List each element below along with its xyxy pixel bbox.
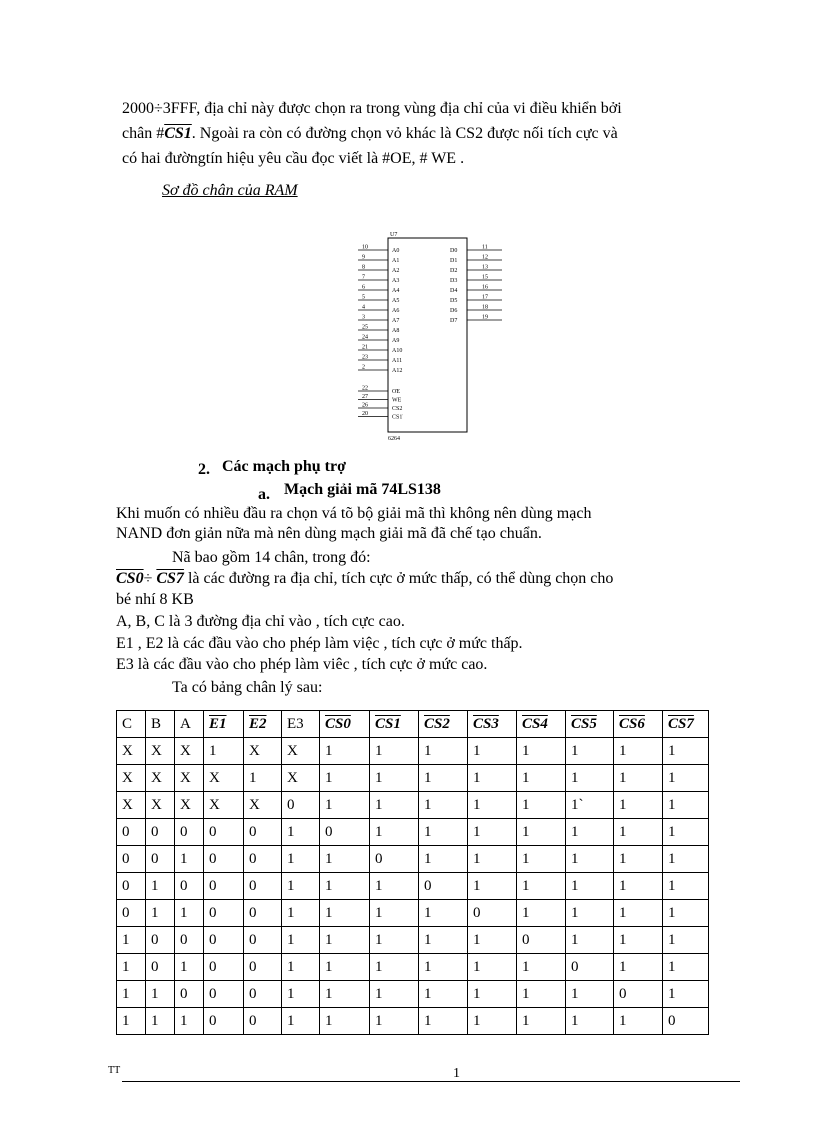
pin-label: D7 bbox=[450, 318, 458, 324]
table-cell: 1 bbox=[320, 1008, 370, 1035]
pin-number: 27 bbox=[362, 394, 368, 400]
header-cs4: CS4 bbox=[517, 711, 566, 738]
table-cell: 1 bbox=[320, 954, 370, 981]
header-cs7: CS7 bbox=[663, 711, 709, 738]
table-cell: 1 bbox=[468, 765, 517, 792]
section-2a-letter: a. bbox=[258, 486, 270, 503]
table-cell: 0 bbox=[175, 927, 204, 954]
header-cs1: CS1 bbox=[370, 711, 419, 738]
table-cell: 1 bbox=[320, 873, 370, 900]
table-row bbox=[117, 900, 709, 927]
table-cell: 1 bbox=[419, 927, 468, 954]
table-cell: 1 bbox=[517, 792, 566, 819]
table-cell: X bbox=[204, 792, 244, 819]
table-cell: 1 bbox=[517, 1008, 566, 1035]
pin-number: 17 bbox=[482, 294, 488, 301]
table-cell: 0 bbox=[117, 900, 146, 927]
table-cell: 1 bbox=[419, 954, 468, 981]
table-cell: 0 bbox=[370, 846, 419, 873]
table-cell: 1 bbox=[419, 1008, 468, 1035]
table-cell: 1 bbox=[282, 1008, 320, 1035]
section-2-title: Các mạch phụ trợ bbox=[222, 458, 346, 475]
pin-number: 16 bbox=[482, 284, 488, 291]
pin-number: 22 bbox=[362, 385, 368, 392]
table-cell: 1 bbox=[468, 873, 517, 900]
table-cell: 1 bbox=[614, 900, 663, 927]
table-cell: 1 bbox=[320, 792, 370, 819]
table-cell: 1 bbox=[517, 819, 566, 846]
table-cell: 1 bbox=[320, 765, 370, 792]
table-cell: 0 bbox=[244, 1008, 282, 1035]
table-cell: 0 bbox=[244, 873, 282, 900]
pin-label: A9 bbox=[392, 338, 400, 344]
table-cell: 1 bbox=[419, 765, 468, 792]
pin-label: A3 bbox=[392, 278, 400, 284]
table-cell: 0 bbox=[117, 819, 146, 846]
table-cell: 0 bbox=[320, 819, 370, 846]
pin-number: 25 bbox=[362, 324, 368, 331]
pin bbox=[358, 265, 399, 275]
pin-number: 19 bbox=[482, 314, 488, 321]
header-a: A bbox=[175, 711, 204, 738]
pin-number: 9 bbox=[362, 254, 365, 261]
body-p7: Ta có bảng chân lý sau: bbox=[172, 679, 323, 696]
table-cell: 1 bbox=[282, 954, 320, 981]
table-cell: 1 bbox=[370, 765, 419, 792]
pin bbox=[358, 305, 399, 315]
body-p2: Nã bao gồm 14 chân, trong đó: bbox=[172, 549, 371, 566]
cs1-signal: CS1 bbox=[164, 125, 192, 142]
table-cell: X bbox=[117, 792, 146, 819]
pin-number: 24 bbox=[362, 334, 368, 341]
table-cell: 1 bbox=[320, 900, 370, 927]
table-cell: 0 bbox=[614, 981, 663, 1008]
table-cell: 1 bbox=[614, 738, 663, 765]
table-cell: 1 bbox=[663, 900, 709, 927]
table-cell: 0 bbox=[204, 981, 244, 1008]
table-cell: 1 bbox=[117, 954, 146, 981]
table-cell: 1 bbox=[663, 792, 709, 819]
table-cell: 1 bbox=[566, 765, 614, 792]
table-row bbox=[117, 792, 709, 819]
table-cell: X bbox=[175, 792, 204, 819]
table-cell: 1 bbox=[282, 819, 320, 846]
pin bbox=[358, 355, 402, 365]
body-p1b: NAND đơn giản nữa mà nên dùng mạch giải mã đã chế tạo chuẩn. bbox=[116, 525, 542, 542]
header-e3: E3 bbox=[282, 711, 320, 738]
table-cell: 0 bbox=[146, 954, 175, 981]
table-cell: 0 bbox=[244, 846, 282, 873]
table-cell: 1 bbox=[419, 792, 468, 819]
section-2-number: 2. bbox=[198, 461, 210, 478]
table-cell: X bbox=[117, 765, 146, 792]
table-cell: 0 bbox=[244, 981, 282, 1008]
pin-label: D1 bbox=[450, 258, 458, 264]
table-cell: 1 bbox=[614, 765, 663, 792]
table-cell: 1 bbox=[175, 954, 204, 981]
pin-number: 18 bbox=[482, 304, 488, 311]
pin-number: 4 bbox=[362, 304, 365, 311]
table-cell: 1 bbox=[117, 927, 146, 954]
header-e1: E1 bbox=[204, 711, 244, 738]
table-cell: 1 bbox=[663, 927, 709, 954]
table-cell: 1 bbox=[146, 900, 175, 927]
pin-label: A0 bbox=[392, 248, 400, 254]
body-p6: E3 là các đầu vào cho phép làm viêc , tích cực ở mức cao. bbox=[116, 656, 488, 673]
footer-rule bbox=[122, 1081, 740, 1082]
table-cell: 0 bbox=[244, 900, 282, 927]
table-cell: 0 bbox=[517, 927, 566, 954]
truth-table-header bbox=[117, 711, 709, 738]
body-p3-rest: là các đường ra địa chỉ, tích cực ở mức thấp, có thể dùng chọn cho bbox=[183, 570, 614, 587]
table-cell: 1 bbox=[517, 846, 566, 873]
pin-label: A8 bbox=[392, 328, 400, 334]
header-cs5: CS5 bbox=[566, 711, 614, 738]
table-cell: 1 bbox=[370, 954, 419, 981]
pin bbox=[450, 315, 502, 325]
table-cell: 1 bbox=[614, 927, 663, 954]
table-cell: 0 bbox=[468, 900, 517, 927]
pin-number: 7 bbox=[362, 274, 365, 281]
table-cell: 1 bbox=[282, 846, 320, 873]
pin-number: 5 bbox=[362, 294, 365, 301]
intro-line2-prefix: chân # bbox=[122, 125, 165, 142]
table-row bbox=[117, 1008, 709, 1035]
pin-label: D5 bbox=[450, 298, 458, 304]
pin-number: 21 bbox=[362, 344, 368, 351]
pin-label: A2 bbox=[392, 268, 400, 274]
table-row bbox=[117, 765, 709, 792]
header-cs6: CS6 bbox=[614, 711, 663, 738]
table-cell: 0 bbox=[175, 981, 204, 1008]
pin bbox=[358, 365, 402, 375]
pin bbox=[450, 295, 502, 305]
table-cell: 1 bbox=[614, 792, 663, 819]
table-cell: 1 bbox=[370, 873, 419, 900]
pin bbox=[358, 315, 399, 325]
table-cell: 1 bbox=[282, 981, 320, 1008]
table-row bbox=[117, 927, 709, 954]
header-e2: E2 bbox=[244, 711, 282, 738]
table-cell: 1 bbox=[663, 819, 709, 846]
body-p3-div: ÷ bbox=[143, 570, 157, 587]
table-cell: 1 bbox=[517, 954, 566, 981]
table-cell: 1 bbox=[244, 765, 282, 792]
pin-number: 2 bbox=[362, 364, 365, 371]
table-cell: 1 bbox=[419, 981, 468, 1008]
table-cell: 0 bbox=[146, 846, 175, 873]
pin bbox=[450, 275, 502, 285]
table-cell: 0 bbox=[419, 873, 468, 900]
pin-label: A1 bbox=[392, 258, 400, 264]
table-cell: 0 bbox=[244, 954, 282, 981]
cs0-signal: CS0 bbox=[116, 570, 144, 587]
page-number: 1 bbox=[453, 1066, 460, 1081]
body-p5: E1 , E2 là các đầu vào cho phép làm việc , tích cực ở mức thấp. bbox=[116, 635, 523, 652]
pin-number: 10 bbox=[362, 244, 368, 251]
pin-label: D4 bbox=[450, 288, 458, 294]
table-cell: 0 bbox=[204, 1008, 244, 1035]
table-cell: 1 bbox=[370, 900, 419, 927]
table-cell: 1 bbox=[566, 981, 614, 1008]
pin-label: A5 bbox=[392, 298, 400, 304]
pin-number: 15 bbox=[482, 274, 488, 281]
pin-number: 26 bbox=[362, 402, 368, 409]
table-cell: 0 bbox=[244, 819, 282, 846]
body-p3b: bé nhí 8 KB bbox=[116, 591, 194, 608]
pin bbox=[450, 285, 502, 295]
header-b: B bbox=[146, 711, 175, 738]
table-cell: 0 bbox=[175, 819, 204, 846]
header-cs3: CS3 bbox=[468, 711, 517, 738]
table-cell: 1 bbox=[175, 900, 204, 927]
chip-name: U7 bbox=[390, 232, 398, 238]
pin bbox=[358, 411, 402, 421]
table-cell: 1 bbox=[204, 738, 244, 765]
table-cell: 1 bbox=[468, 819, 517, 846]
table-row bbox=[117, 873, 709, 900]
pin-number: 11 bbox=[482, 244, 488, 251]
table-cell: 1 bbox=[175, 846, 204, 873]
table-row bbox=[117, 846, 709, 873]
table-cell: 0 bbox=[146, 927, 175, 954]
table-cell: X bbox=[282, 738, 320, 765]
table-cell: X bbox=[175, 765, 204, 792]
table-cell: 1 bbox=[566, 1008, 614, 1035]
body-p4: A, B, C là 3 đường địa chỉ vào , tích cực cao. bbox=[116, 613, 405, 630]
table-cell: 1 bbox=[419, 846, 468, 873]
table-cell: 0 bbox=[175, 873, 204, 900]
table-cell: 1 bbox=[370, 981, 419, 1008]
intro-line-2 bbox=[122, 121, 702, 146]
pin bbox=[358, 335, 399, 345]
table-cell: 1 bbox=[282, 927, 320, 954]
table-cell: 1 bbox=[282, 873, 320, 900]
pin-label: A10 bbox=[392, 348, 403, 354]
body-p3 bbox=[116, 568, 613, 589]
table-cell: 1 bbox=[468, 792, 517, 819]
header-cs0: CS0 bbox=[320, 711, 370, 738]
table-cell: 1 bbox=[370, 927, 419, 954]
pin bbox=[358, 325, 399, 335]
table-cell: 1 bbox=[419, 900, 468, 927]
pin-label: A12 bbox=[392, 368, 403, 374]
pin bbox=[358, 255, 399, 265]
header-cs2: CS2 bbox=[419, 711, 468, 738]
pin bbox=[450, 305, 502, 315]
table-cell: 1 bbox=[614, 873, 663, 900]
table-cell: 1 bbox=[468, 981, 517, 1008]
pin-number: 8 bbox=[362, 264, 365, 271]
table-cell: 1 bbox=[320, 846, 370, 873]
pin bbox=[358, 295, 399, 305]
pin bbox=[358, 275, 399, 285]
table-cell: 1 bbox=[468, 846, 517, 873]
table-cell: 1 bbox=[320, 981, 370, 1008]
table-cell: 0 bbox=[244, 927, 282, 954]
pin bbox=[450, 255, 502, 265]
table-cell: X bbox=[146, 765, 175, 792]
table-cell: 0 bbox=[117, 873, 146, 900]
pin bbox=[450, 245, 502, 255]
table-cell: 1 bbox=[320, 738, 370, 765]
table-cell: 1 bbox=[663, 873, 709, 900]
table-cell: 0 bbox=[282, 792, 320, 819]
table-cell: 1 bbox=[370, 1008, 419, 1035]
table-cell: 1 bbox=[370, 819, 419, 846]
table-cell: 1 bbox=[517, 873, 566, 900]
table-cell: 1 bbox=[517, 981, 566, 1008]
table-cell: 1 bbox=[175, 1008, 204, 1035]
pin-number: 20 bbox=[362, 411, 368, 417]
table-cell: 1 bbox=[468, 954, 517, 981]
pin-label: A6 bbox=[392, 308, 400, 314]
table-cell: 1 bbox=[614, 954, 663, 981]
table-cell: X bbox=[282, 765, 320, 792]
pin-label: A4 bbox=[392, 288, 400, 294]
pin-number: 12 bbox=[482, 254, 488, 261]
pin-label: CS1 bbox=[392, 414, 403, 421]
intro-line-1: 2000÷3FFF, địa chỉ này được chọn ra trong vùng địa chỉ của vi điều khiển bởi bbox=[122, 100, 622, 117]
cs7-signal: CS7 bbox=[156, 570, 184, 587]
table-cell: 1 bbox=[614, 1008, 663, 1035]
table-cell: 0 bbox=[204, 900, 244, 927]
table-cell: 1 bbox=[419, 738, 468, 765]
pin-number: 3 bbox=[362, 314, 365, 321]
table-cell: 1 bbox=[566, 900, 614, 927]
pin-number: 13 bbox=[482, 264, 488, 271]
pin bbox=[358, 285, 399, 295]
pin-label: OE bbox=[392, 389, 400, 395]
intro-line2-suffix: . Ngoài ra còn có đường chọn vỏ khác là CS2 được nối tích cực và bbox=[191, 125, 618, 142]
table-cell: 1 bbox=[663, 738, 709, 765]
pin bbox=[450, 265, 502, 275]
table-cell: 1 bbox=[566, 873, 614, 900]
table-cell: X bbox=[204, 765, 244, 792]
pin-label: CS2 bbox=[392, 406, 403, 412]
table-cell: 1 bbox=[566, 819, 614, 846]
table-cell: 1 bbox=[468, 738, 517, 765]
table-row bbox=[117, 738, 709, 765]
table-row bbox=[117, 954, 709, 981]
table-cell: X bbox=[244, 792, 282, 819]
table-cell: 1 bbox=[468, 927, 517, 954]
pin-number: 23 bbox=[362, 354, 368, 361]
table-cell: X bbox=[117, 738, 146, 765]
pin bbox=[358, 345, 402, 355]
table-row bbox=[117, 981, 709, 1008]
table-row bbox=[117, 819, 709, 846]
table-cell: 1 bbox=[517, 900, 566, 927]
pin-label: A7 bbox=[392, 318, 400, 324]
table-cell: 1 bbox=[566, 927, 614, 954]
table-cell: 1 bbox=[663, 846, 709, 873]
table-cell: 1 bbox=[663, 765, 709, 792]
pin-number: 6 bbox=[362, 284, 365, 291]
table-cell: 1 bbox=[117, 981, 146, 1008]
table-cell: 1 bbox=[320, 927, 370, 954]
ram-pinout-caption: Sơ đồ chân của RAM bbox=[162, 182, 298, 199]
footer-initials: TT bbox=[108, 1065, 121, 1076]
table-cell: 1 bbox=[146, 873, 175, 900]
table-cell: 1 bbox=[282, 900, 320, 927]
pin-label: D0 bbox=[450, 248, 458, 254]
table-cell: 0 bbox=[204, 846, 244, 873]
table-cell: 0 bbox=[204, 819, 244, 846]
table-cell: 1 bbox=[663, 981, 709, 1008]
table-cell: 1 bbox=[614, 846, 663, 873]
pin-label: WE bbox=[392, 397, 402, 404]
pin-label: D3 bbox=[450, 278, 458, 284]
table-cell: 1 bbox=[468, 1008, 517, 1035]
table-cell: 0 bbox=[663, 1008, 709, 1035]
table-cell: 1 bbox=[663, 954, 709, 981]
pin-label: D2 bbox=[450, 268, 458, 274]
pin bbox=[358, 245, 399, 255]
table-cell: X bbox=[175, 738, 204, 765]
table-cell: 1 bbox=[146, 981, 175, 1008]
table-cell: 0 bbox=[204, 954, 244, 981]
intro-line-3: có hai đườngtín hiệu yêu cầu đọc viết là #OE, # WE . bbox=[122, 150, 465, 167]
table-cell: 1 bbox=[146, 1008, 175, 1035]
table-cell: 1 bbox=[517, 738, 566, 765]
table-cell: 0 bbox=[204, 873, 244, 900]
table-cell: 0 bbox=[146, 819, 175, 846]
table-cell: 1 bbox=[566, 846, 614, 873]
table-cell: 0 bbox=[204, 927, 244, 954]
body-p1a: Khi muốn có nhiều đầu ra chọn vá tõ bộ giải mã thì không nên dùng mạch bbox=[116, 505, 592, 522]
table-cell: X bbox=[244, 738, 282, 765]
table-cell: 1 bbox=[370, 792, 419, 819]
truth-table bbox=[116, 710, 709, 1035]
table-cell: X bbox=[146, 738, 175, 765]
table-cell: 0 bbox=[117, 846, 146, 873]
table-cell: 1 bbox=[614, 819, 663, 846]
table-cell: X bbox=[146, 792, 175, 819]
table-cell: 1 bbox=[370, 738, 419, 765]
header-c: C bbox=[117, 711, 146, 738]
table-cell: 1 bbox=[517, 765, 566, 792]
table-cell: 1 bbox=[566, 738, 614, 765]
table-cell: 1 bbox=[117, 1008, 146, 1035]
pin-label: D6 bbox=[450, 308, 458, 314]
section-2a-title: Mạch giải mã 74LS138 bbox=[284, 481, 441, 498]
ram-pinout-diagram bbox=[352, 228, 522, 446]
pin-label: A11 bbox=[392, 358, 403, 364]
table-cell: 1 bbox=[419, 819, 468, 846]
chip-part-number: 6264 bbox=[388, 436, 400, 442]
table-cell: 0 bbox=[566, 954, 614, 981]
table-cell: 1` bbox=[566, 792, 614, 819]
